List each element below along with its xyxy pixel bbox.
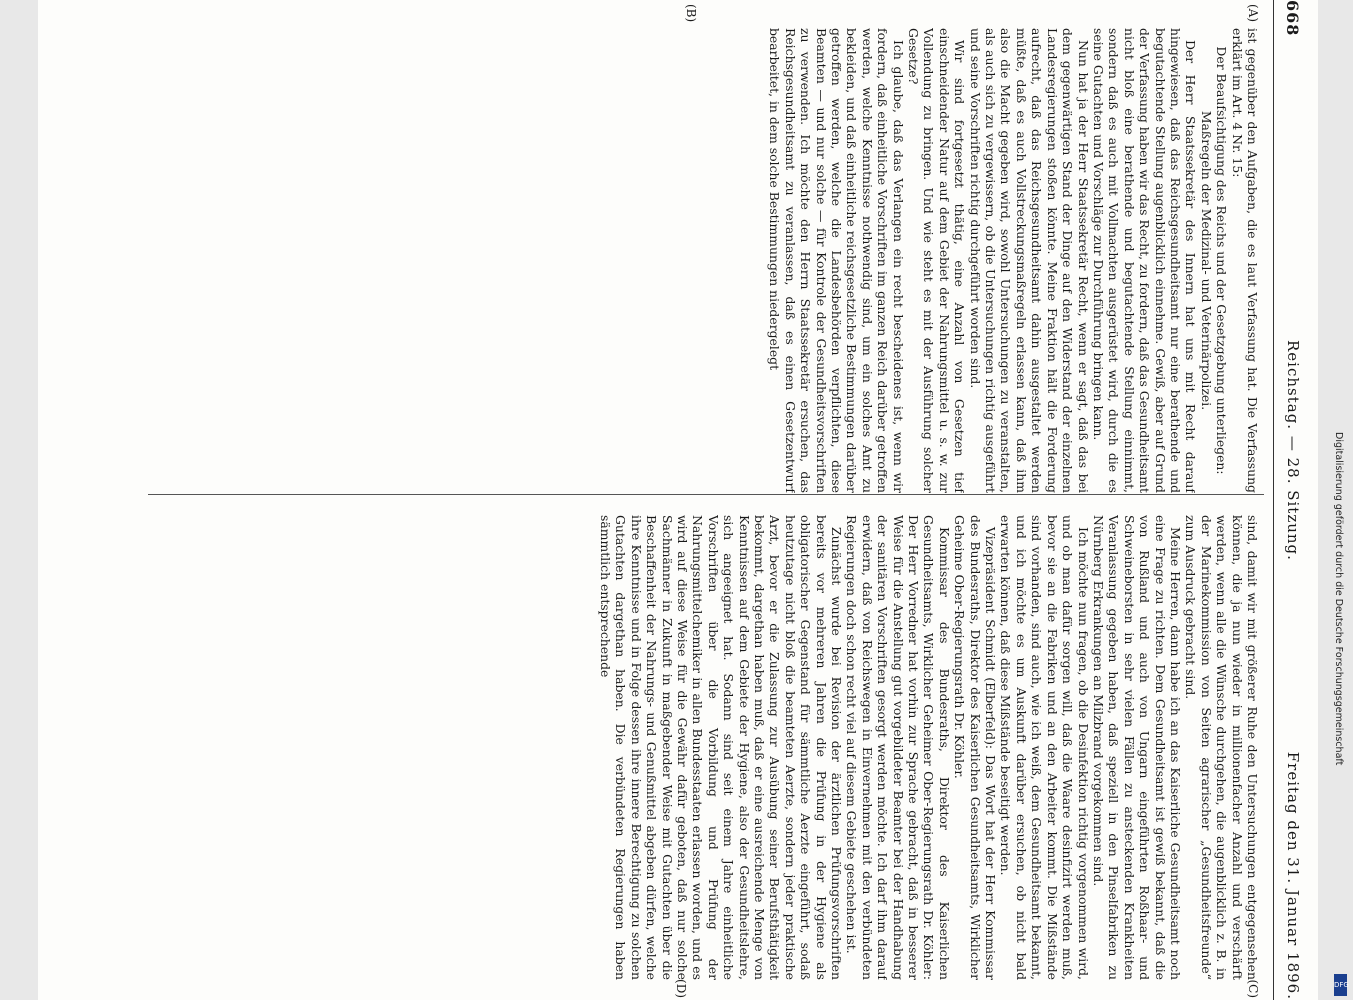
speaker-koehler: Kommissar des Bundesraths, Direktor des Kaiserlichen Gesundheitsamts, Wirklicher Geheimer Ober-Regierungsrath Dr. Köhler: Der Herr Vorredner hat vorhin zur Sprache gebracht, daß in besserer Weise für die Anstellung gut vorgebildeter Beamter bei der Handhabung der sanitären Vorschriften gesorgt werden möchte. Ich darf ihm darauf erwidern, daß von Reichswegen in Einvernehmen mit den verbündeten Regierungen doch schon recht viel auf diesem Gebiete geschehen ist. <box>844 515 952 980</box>
header-date: Freitag den 31. Januar 1896. <box>1284 751 1302 1000</box>
margin-marker-d: (D) <box>674 979 688 998</box>
dfg-logo: DFG <box>1334 974 1347 996</box>
header-session: Reichstag. — 28. Sitzung. <box>1284 340 1302 561</box>
left-paragraph-2: Der Herr Staatssekretär des Innern hat uns mit Recht darauf hingewiesen, daß das Reichsgesundheitsamt nur eine berathende und begutachtende Stellung augenblicklich einnehme. Gewiß, aber auf Grund der Verfassung haben wir das Recht, zu fordern, daß das Gesundheitsamt nicht bloß eine berathende und begutachtende Stellung einnimmt, sondern daß es auch mit Vollmachten ausgerüstet wird, durch die es seine Gutachten und Vorschläge zur Durchführung bringen kann. <box>1090 28 1199 493</box>
margin-marker-b: (B) <box>684 4 698 23</box>
left-paragraph-4: Wir sind fortgesetzt thätig, eine Anzahl von Gesetzen tief einschneidender Natur auf dem Gebiet der Nahrungsmittel u. s. w. zur Vollendung zu bringen. Und wie steht es mit der Ausführung solcher Gesetze? <box>906 28 968 493</box>
column-divider <box>148 494 1264 495</box>
page-header <box>1278 0 1318 1000</box>
document-page <box>38 0 1318 1000</box>
page-number: 668 <box>1283 0 1302 37</box>
left-quote: Der Beaufsichtigung des Reichs und der Gesetzgebung unterliegen: Maßregeln der Medizinal- und Veterinärpolizei. <box>1198 46 1230 475</box>
left-paragraph-1: ist gegenüber den Aufgaben, die es laut Verfassung hat. Die Verfassung erklärt im Art. 4 Nr. 15: <box>1229 28 1260 493</box>
right-paragraph-4: Zunächst wurde bei Revision der ärztlichen Prüfungsvorschriften bereits vor mehreren Jahren die Prüfung in der Hygiene als obligatorischer Gegenstand für sämmtliche Aerzte eingeführt, sodaß heutzutage nicht bloß die beamteten Aerzte, sondern jeder praktische Arzt, bevor er die Zulassung zur Ausübung seiner Berufsthätigkeit bekommt, dargethan haben muß, daß er eine ausreichende Menge von Kenntnissen auf dem Gebiete der Hygiene, also der Gesundheitslehre, sich angeeignet hat. Sodann sind seit einem Jahre einheitliche Vorschriften über die Vorbildung und Prüfung der Nahrungsmittelchemiker in allen Bundesstaaten erlassen worden, und es wird auf diese Weise für die Gewähr dafür geboten, daß nur solche Sachmänner in Zukunft in maßgebender Weise mit Gutachten über die Beschaffenheit der Nahrungs- und Genußmittel abgeben dürfen, welche ihre Kenntnisse und in Folge dessen ihre innere Berechtigung zu solchen Gutachten dargethan haben. Die verbündeten Regierungen haben sämmtlich entsprechende <box>597 515 845 980</box>
right-paragraph-2: Meine Herren, dann habe ich an das Kaiserliche Gesundheitsamt noch eine Frage zu richten. Dem Gesundheitsamt ist gewiß bekannt, daß die von Rußland und auch von Ungarn eingeführten Roßhaar- und Schweineborsten in sehr vielen Fällen zu ansteckenden Krankheiten Veranlassung gegeben haben, daß speziell in den Pinselfabriken zu Nürnberg Erkrankungen an Milzbrand vorgekommen sind. <box>1090 515 1183 980</box>
rotated-page-content <box>38 0 1318 1000</box>
left-column <box>138 28 1260 493</box>
header-rule <box>1273 0 1274 1000</box>
left-paragraph-5: Ich glaube, daß das Verlangen ein recht bescheidenes ist, wenn wir fordern, daß einheitliche Vorschriften im ganzen Reich darüber getroffen werden, welche Kenntnisse nothwendig sind, um ein solches Amt zu bekleiden, und daß einheitliche reichsgesetzliche Bestimmungen darüber getroffen werden, welche die Landesbehörden verpflichten, diese Beamten — und nur solche — für Kontrole der Gesundheitsvorschriften zu verwenden. Ich möchte den Herrn Staatssekretär ersuchen, das Reichsgesundheitsamt zu veranlassen, daß es einen Gesetzentwurf bearbeitet, in dem solche Bestimmungen niedergelegt <box>767 28 906 493</box>
speaker-schmidt: Vizepräsident Schmidt (Elberfeld): Das Wort hat der Herr Kommissar des Bundesraths, Direktor des Kaiserlichen Gesundheitsamts, Wirklicher Geheime Ober-Regierungsrath Dr. Köhler. <box>952 515 999 980</box>
right-paragraph-1: sind, damit wir mit größerer Ruhe den Untersuchungen entgegensehen können, die ja nun wieder in millionenfacher Anzahl und verschärft werden, wenn alle die Wünsche durchgehen, die augenblicklich z. B. in der Marinekommission von Seiten agrarischer „Gesundheitsfreunde“ zum Ausdruck gebracht sind. <box>1183 515 1260 980</box>
margin-marker-c: (C) <box>1246 979 1260 998</box>
right-paragraph-3: Ich möchte nun fragen, ob die Desinfektion richtig vorgenommen wird, und ob man dafür sorgen will, daß die Waare desinfizirt werden muß, bevor sie an die Fabriken und an den Arbeiter kommt. Die Mißstände sind vorhanden, sind auch, wie ich weiß, dem Gesundheitsamt bekannt, und ich möchte es um Auskunft darüber ersuchen, ob nicht bald erwarten können, daß diese Mißstände beseitigt werden. <box>998 515 1091 980</box>
left-paragraph-3: Nun hat ja der Herr Staatssekretär Recht, wenn er sagt, daß das bei dem gegenwärtigen Stand der Dinge auf den Widerstand der einzelnen Landesregierungen stoßen könnte. Meine Fraktion hält die Forderung aufrecht, daß das Reichsgesundheitsamt dahin ausgestaltet werden müßte, daß es auch Vollstreckungsmaßregeln erlassen kann, daß ihm also die Macht gegeben wird, sowohl Untersuchungen zu veranstalten, als auch sich zu vergewissern, ob die Untersuchungen richtig ausgeführt und seine Vorschriften richtig durchgeführt worden sind. <box>967 28 1091 493</box>
credit-text: Digitalisierung gefördert durch die Deutsche Forschungsgemeinschaft <box>1333 432 1344 766</box>
margin-marker-a: (A) <box>1246 4 1260 23</box>
digitization-credit <box>1332 432 1348 992</box>
right-column <box>138 515 1260 980</box>
